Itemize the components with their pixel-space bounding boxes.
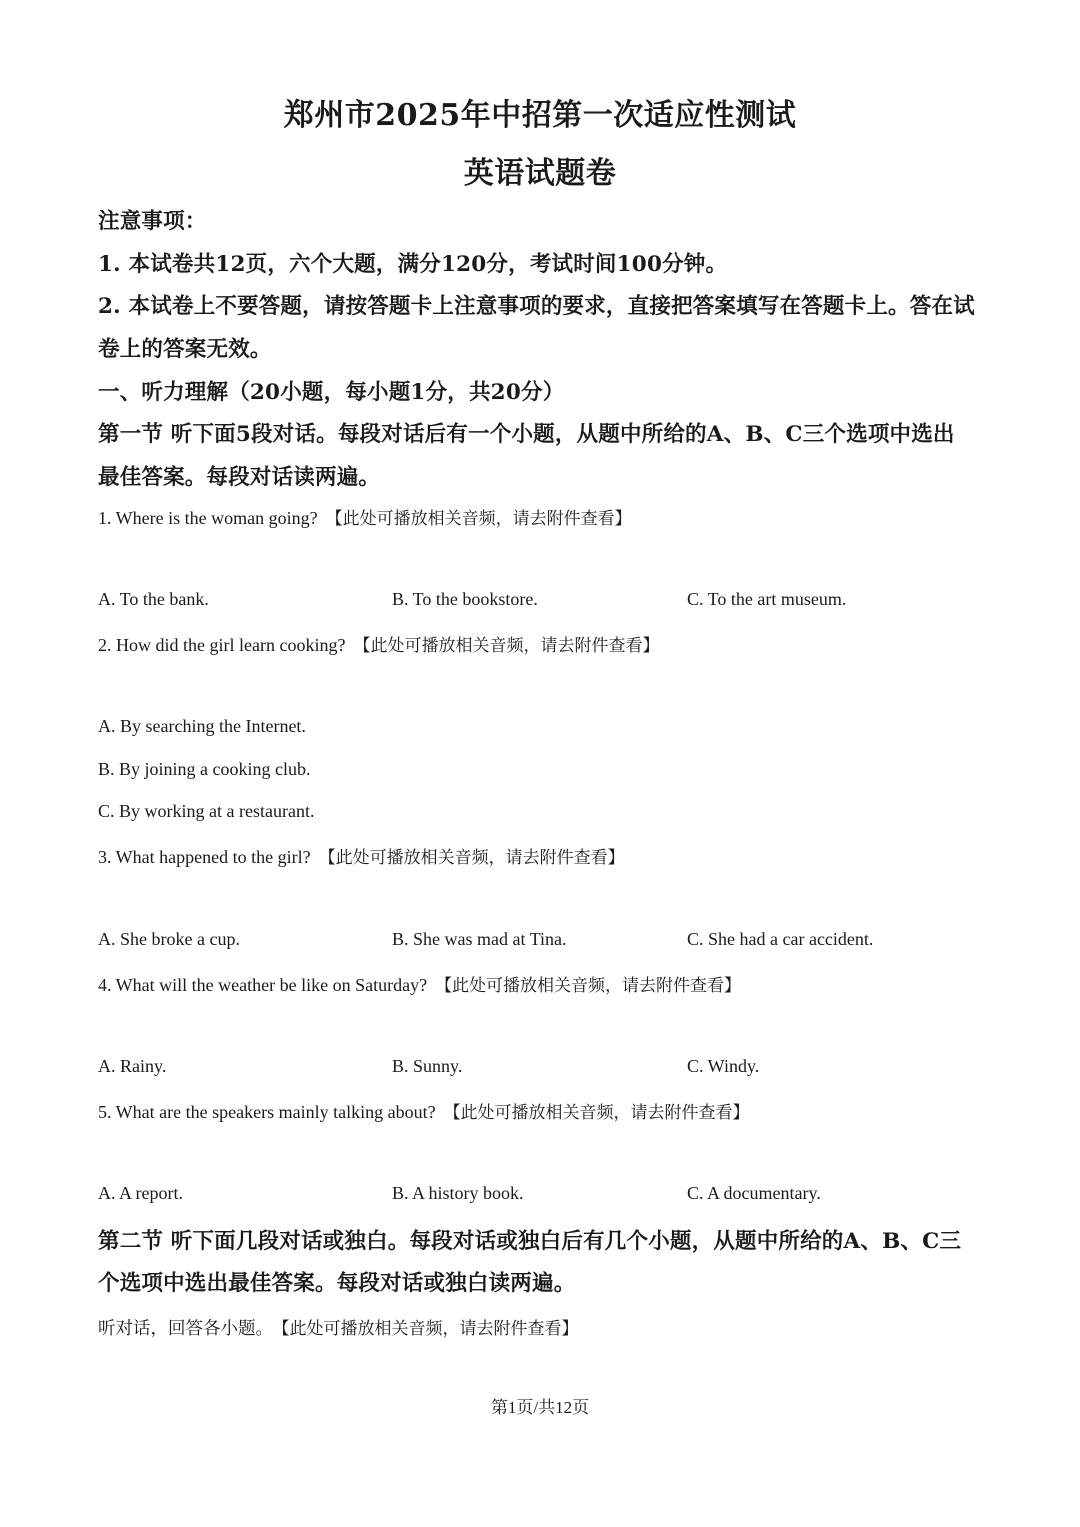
question-stem: 3. What happened to the girl? <box>98 847 311 867</box>
audio-note[interactable]: 【此处可播放相关音频，请去附件查看】 <box>318 848 625 868</box>
exam-subtitle: 英语试题卷 <box>463 156 617 191</box>
question-1 <box>98 504 632 529</box>
question-5 <box>98 1098 750 1123</box>
question-stem: 2. How did the girl learn cooking? <box>98 635 346 655</box>
option-b: B. A history book. <box>392 1183 524 1203</box>
question-4 <box>98 971 741 996</box>
option-a: A. Rainy. <box>98 1056 167 1076</box>
option-c: C. To the art museum. <box>687 589 847 609</box>
option-a: A. To the bank. <box>98 589 209 609</box>
notes-heading: 注意事项： <box>98 209 207 234</box>
question-3 <box>98 843 625 868</box>
option-a: A. A report. <box>98 1183 183 1203</box>
section2-intro <box>98 1314 579 1340</box>
question-stem: 4. What will the weather be like on Saturday? <box>98 975 428 995</box>
option-b: B. Sunny. <box>392 1056 463 1076</box>
exam-title: 郑州市2025年中招第一次适应性测试 <box>283 98 797 133</box>
audio-note[interactable]: 【此处可播放相关音频，请去附件查看】 <box>443 1103 750 1123</box>
option-a: A. She broke a cup. <box>98 929 240 949</box>
intro-text: 听对话，回答各小题。 <box>98 1319 273 1339</box>
question-stem: 5. What are the speakers mainly talking about? <box>98 1102 436 1122</box>
section1-instructions-continued: 最佳答案。每段对话读两遍。 <box>98 465 381 490</box>
audio-note[interactable]: 【此处可播放相关音频，请去附件查看】 <box>325 509 632 529</box>
notes-item-2-continued: 卷上的答案无效。 <box>98 337 272 362</box>
option-b: B. To the bookstore. <box>392 589 538 609</box>
option-c: C. Windy. <box>687 1056 760 1076</box>
notes-item-1: 1. 本试卷共12页，六个大题，满分120分，考试时间100分钟。 <box>98 252 728 277</box>
option-b: B. By joining a cooking club. <box>98 759 311 779</box>
audio-note[interactable]: 【此处可播放相关音频，请去附件查看】 <box>353 636 660 656</box>
section1-instructions: 第一节 听下面5段对话。每段对话后有一个小题，从题中所给的A、B、C三个选项中选出 <box>98 422 955 447</box>
audio-note[interactable]: 【此处可播放相关音频，请去附件查看】 <box>435 976 742 996</box>
option-c: C. A documentary. <box>687 1183 821 1203</box>
notes-item-2: 2. 本试卷上不要答题，请按答题卡上注意事项的要求，直接把答案填写在答题卡上。答在试 <box>98 294 975 319</box>
section2-instructions-continued: 个选项中选出最佳答案。每段对话或独白读两遍。 <box>98 1271 576 1296</box>
option-a: A. By searching the Internet. <box>98 716 306 736</box>
option-b: B. She was mad at Tina. <box>392 929 567 949</box>
question-2 <box>98 631 659 656</box>
page-footer: 第1页/共12页 <box>490 1398 590 1417</box>
option-c: C. She had a car accident. <box>687 929 874 949</box>
part1-heading: 一、听力理解（20小题，每小题1分，共20分） <box>98 380 565 405</box>
option-c: C. By working at a restaurant. <box>98 801 315 821</box>
audio-note[interactable]: 【此处可播放相关音频，请去附件查看】 <box>281 1319 579 1339</box>
question-stem: 1. Where is the woman going? <box>98 508 318 528</box>
section2-instructions: 第二节 听下面几段对话或独白。每段对话或独白后有几个小题，从题中所给的A、B、C三 <box>98 1229 962 1254</box>
